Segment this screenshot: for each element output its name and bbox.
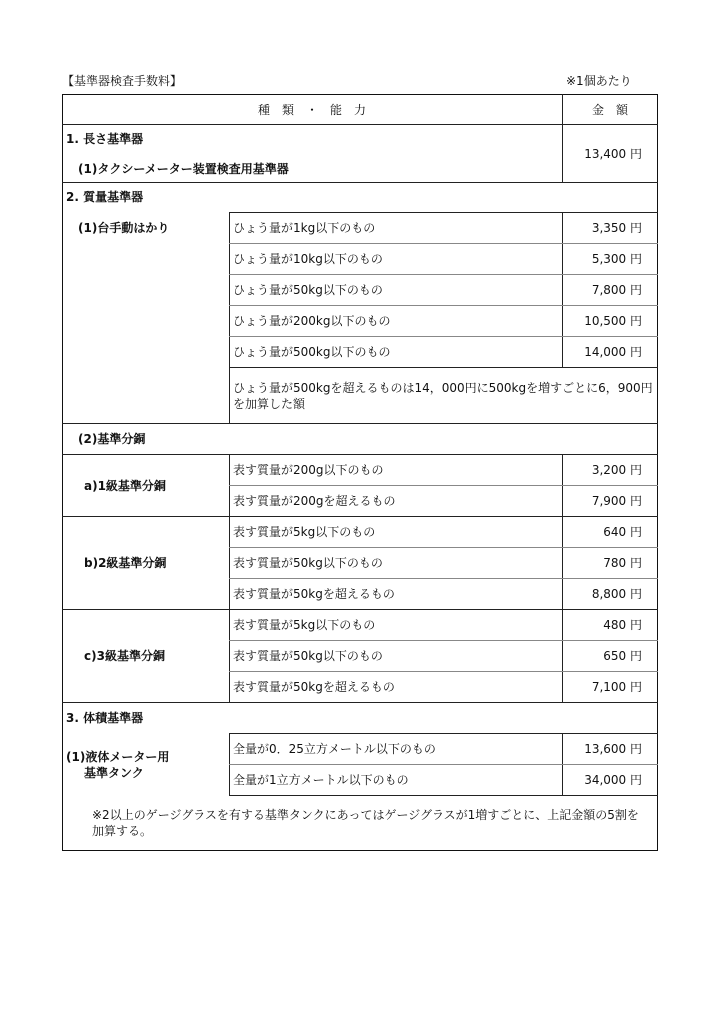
tank-label-line2: 基準タンク — [84, 766, 144, 780]
section-2-title: 2. 質量基準器 — [66, 190, 144, 204]
row-divider — [62, 702, 658, 703]
row-divider — [229, 640, 658, 641]
row-divider — [229, 733, 658, 734]
row-divider — [62, 609, 658, 610]
header-amount: 金 額 — [591, 103, 628, 117]
row-divider — [62, 454, 658, 455]
scale-note: ひょう量が500kgを超えるものは14，000円に500kgを増すごとに6，900円を加算した額 — [233, 381, 653, 411]
row-divider — [229, 305, 658, 306]
tank-row-label: 全量が1立方メートル以下のもの — [233, 773, 409, 787]
tank-row-label: 全量が0．25立方メートル以下のもの — [233, 742, 436, 756]
weights-label: (2)基準分銅 — [78, 432, 146, 446]
table-border-top — [62, 94, 658, 95]
class2-row-label: 表す質量が5kg以下のもの — [233, 525, 376, 539]
scale-row-label: ひょう量が50kg以下のもの — [233, 283, 383, 297]
row-divider — [62, 516, 658, 517]
section-1-amount: 13,400 円 — [584, 147, 642, 161]
class2-weight-label: b)2級基準分銅 — [84, 556, 167, 570]
row-divider — [229, 485, 658, 486]
class3-weight-label: c)3級基準分銅 — [84, 649, 165, 663]
class1-row-label: 表す質量が200gを超えるもの — [233, 494, 396, 508]
scale-row-amount: 3,350 円 — [591, 221, 642, 235]
row-divider — [229, 336, 658, 337]
gauge-glass-note: ※2以上のゲージグラスを有する基準タンクにあってはゲージグラスが1増すごとに、上記金額の5割を加算する。 — [92, 808, 639, 838]
row-divider — [229, 671, 658, 672]
table-border-bottom — [62, 850, 658, 851]
class2-row-amount: 8,800 円 — [591, 587, 642, 601]
class3-row-amount: 7,100 円 — [591, 680, 642, 694]
row-divider — [229, 547, 658, 548]
document-title: 【基準器検査手数料】 — [62, 74, 183, 88]
row-divider — [229, 367, 658, 368]
row-divider — [62, 124, 658, 125]
row-divider — [62, 182, 658, 183]
header-type: 種 類 ・ 能 力 — [257, 103, 366, 117]
scale-row-label: ひょう量が10kg以下のもの — [233, 252, 383, 266]
row-divider — [229, 274, 658, 275]
scale-row-label: ひょう量が1kg以下のもの — [233, 221, 376, 235]
class3-row-label: 表す質量が5kg以下のもの — [233, 618, 376, 632]
per-item-note: ※1個あたり — [566, 74, 632, 88]
tank-label-line1: (1)液体メーター用 — [66, 750, 170, 764]
class1-row-amount: 7,900 円 — [591, 494, 642, 508]
scale-label: (1)台手動はかり — [78, 221, 170, 235]
class2-row-label: 表す質量が50kg以下のもの — [233, 556, 383, 570]
row-divider — [229, 764, 658, 765]
table-border-right — [657, 94, 658, 851]
row-divider — [229, 243, 658, 244]
scale-row-amount: 14,000 円 — [584, 345, 642, 359]
section-1-item: (1)タクシーメーター装置検査用基準器 — [78, 162, 289, 176]
scale-row-label: ひょう量が500kg以下のもの — [233, 345, 391, 359]
section-3-title: 3. 体積基準器 — [66, 711, 144, 725]
class2-row-label: 表す質量が50kgを超えるもの — [233, 587, 395, 601]
scale-row-amount: 10,500 円 — [584, 314, 642, 328]
section-1-title: 1. 長さ基準器 — [66, 132, 144, 146]
row-divider — [62, 423, 658, 424]
tank-row-amount: 34,000 円 — [584, 773, 642, 787]
row-divider — [229, 212, 658, 213]
class1-row-label: 表す質量が200g以下のもの — [233, 463, 384, 477]
class1-row-amount: 3,200 円 — [591, 463, 642, 477]
scale-row-label: ひょう量が200kg以下のもの — [233, 314, 391, 328]
class3-row-label: 表す質量が50kgを超えるもの — [233, 680, 395, 694]
class1-weight-label: a)1級基準分銅 — [84, 479, 166, 493]
class2-row-amount: 640 円 — [603, 525, 642, 539]
class3-row-amount: 480 円 — [603, 618, 642, 632]
row-divider — [229, 578, 658, 579]
class3-row-amount: 650 円 — [603, 649, 642, 663]
class3-row-label: 表す質量が50kg以下のもの — [233, 649, 383, 663]
class2-row-amount: 780 円 — [603, 556, 642, 570]
table-border-left — [62, 94, 63, 851]
tank-row-amount: 13,600 円 — [584, 742, 642, 756]
row-divider — [229, 795, 658, 796]
scale-row-amount: 5,300 円 — [591, 252, 642, 266]
scale-row-amount: 7,800 円 — [591, 283, 642, 297]
